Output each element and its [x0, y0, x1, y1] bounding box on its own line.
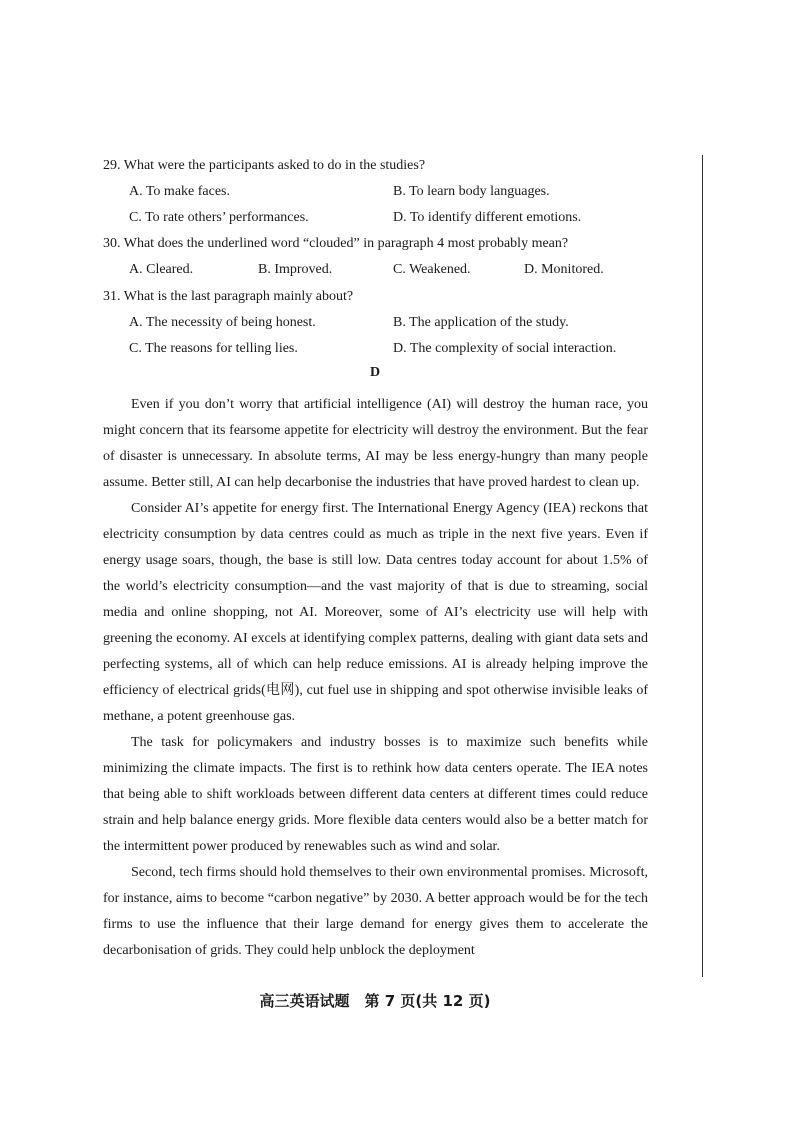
question-30-stem: 30. What does the underlined word “clouded” in paragraph 4 most probably mean?: [103, 236, 569, 251]
margin-rule: [702, 155, 703, 977]
question-31-option-b: B. The application of the study.: [393, 315, 569, 330]
question-31-option-a: A. The necessity of being honest.: [129, 315, 316, 330]
question-30-option-c: C. Weakened.: [393, 262, 471, 277]
question-31-stem: 31. What is the last paragraph mainly about?: [103, 289, 354, 304]
passage-paragraph: The task for policymakers and industry bosses is to maximize such benefits while minimizing the climate impacts. The first is to rethink how data centers operate. The IEA notes that being able to shift workloads between different data centers at different times could reduce strain and help balance energy grids. More flexible data centers would also be a better match for the intermittent power produced by renewables such as wind and solar.: [103, 735, 648, 854]
question-29-stem: 29. What were the participants asked to do in the studies?: [103, 158, 426, 173]
question-30-option-a: A. Cleared.: [129, 262, 194, 277]
question-31-option-d: D. The complexity of social interaction.: [393, 341, 617, 356]
passage-paragraph: Even if you don’t worry that artificial intelligence (AI) will destroy the human race, you might concern that its fearsome appetite for electricity will destroy the environment. But the fear of disaster is unnecessary. In absolute terms, AI may be less energy-hungry than many people assume. Better still, AI can help decarbonise the industries that have proved hardest to clean up.: [103, 397, 648, 490]
question-29-option-a: A. To make faces.: [129, 184, 231, 199]
question-30-option-d: D. Monitored.: [524, 262, 604, 277]
question-29-option-c: C. To rate others’ performances.: [129, 210, 309, 225]
passage-paragraph: Consider AI’s appetite for energy first. The International Energy Agency (IEA) reckons that electricity consumption by data centres could as much as triple in the next five years. Even if energy usage soars, though, the base is still low. Data centres today account for about 1.5% of the world’s electricity consumption—and the vast majority of that is due to streaming, social media and online shopping, not AI. Moreover, some of AI’s electricity use will help with greening the economy. AI excels at identifying complex patterns, dealing with giant data sets and perfecting systems, all of which can help reduce emissions. AI is already helping improve the efficiency of electrical grids(电网), cut fuel use in shipping and spot otherwise invisible leaks of methane, a potent greenhouse gas.: [103, 501, 648, 724]
question-30-option-b: B. Improved.: [258, 262, 333, 277]
question-29-option-b: B. To learn body languages.: [393, 184, 550, 199]
section-title: D: [369, 365, 381, 380]
page-footer: 高三英语试题 第 7 页(共 12 页): [259, 992, 491, 1010]
question-29-option-d: D. To identify different emotions.: [393, 210, 582, 225]
question-31-option-c: C. The reasons for telling lies.: [129, 341, 298, 356]
passage-paragraph: Second, tech firms should hold themselves to their own environmental promises. Microsoft, for instance, aims to become “carbon negative” by 2030. A better approach would be for the tech firms to use the influence that their large demand for energy gives them to accelerate the decarbonisation of grids. They could help unblock the deployment: [103, 865, 648, 958]
reading-passage: [103, 392, 648, 964]
